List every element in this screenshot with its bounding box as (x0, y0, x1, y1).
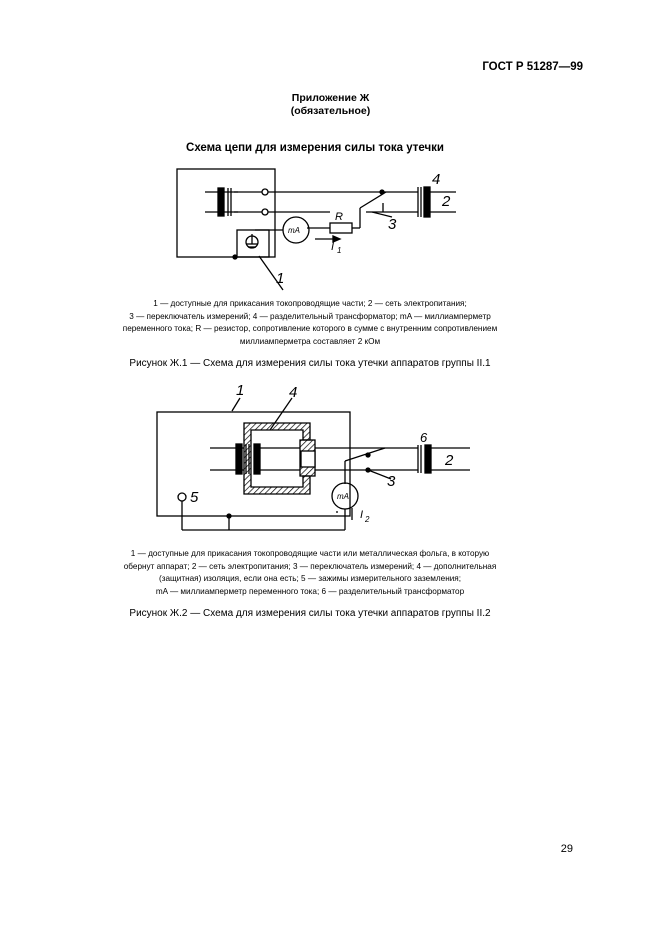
fig2-legend-line: 1 — доступные для прикасания токопроводящие части или металлическая фольга, в которую (130, 549, 490, 558)
fig2-label-4: 4 (289, 384, 298, 401)
figure-1-caption: Рисунок Ж.1 — Схема для измерения силы тока утечки аппаратов группы II.1 (129, 358, 491, 369)
fig1-label-I: I (331, 241, 335, 253)
fig2-label-6: 6 (420, 430, 428, 445)
fig2-label-3: 3 (387, 473, 396, 490)
fig1-label-1: 1 (276, 270, 285, 287)
fig2-label-5: 5 (190, 489, 199, 506)
annex-title: Приложение Ж (291, 92, 370, 104)
fig2-label-2: 2 (445, 452, 454, 469)
fig2-label-1: 1 (236, 382, 245, 399)
standard-code: ГОСТ Р 51287—99 (482, 61, 583, 73)
isolating-transformer (424, 187, 430, 217)
fig1-legend-line: 3 — переключатель измерений; 4 — разделительный трансформатор; mA — миллиамперметр (129, 311, 491, 321)
fig2-legend-line: обернут аппарат; 2 — сеть электропитания; 3 — переключатель измерений; 4 — дополнительная (123, 561, 497, 571)
fig2-label-I: I (360, 509, 364, 521)
fig1-label-R: R (335, 211, 343, 223)
measurement-switch (360, 192, 386, 208)
figure-1-legend (95, 298, 525, 348)
annex-status: (обязательное) (290, 105, 371, 117)
fig2-label-mA: mA (337, 492, 349, 501)
isolating-transformer-2 (425, 445, 431, 473)
internal-transformer-core (218, 188, 224, 216)
fig2-legend-line: (защитная) изоляция, если она есть; 5 — зажимы измерительного заземления; (158, 574, 462, 584)
fig1-label-mA: mA (288, 226, 300, 235)
figure-2-legend (95, 548, 525, 598)
fig1-label-2: 2 (442, 193, 451, 210)
terminal-top (262, 189, 268, 195)
earth-clamp (178, 493, 186, 501)
fig1-legend-line: переменного тока; R — резистор, сопротивление которого в сумме с внутренним сопротивлением (122, 324, 498, 334)
apparatus-box (177, 169, 275, 257)
fig1-label-3: 3 (388, 216, 397, 233)
fig2-label-I-sub: 2 (365, 515, 370, 524)
fig2-legend-line: mA — миллиамперметр переменного тока; 6 — разделительный трансформатор (155, 586, 465, 596)
figure-2-caption: Рисунок Ж.2 — Схема для измерения силы тока утечки аппаратов группы II.2 (129, 608, 491, 619)
section-title: Схема цепи для измерения силы тока утечки (186, 142, 444, 154)
fig1-legend-line: 1 — доступные для прикасания токопроводящие части; 2 — сеть электропитания; (153, 299, 467, 308)
page-number: 29 (560, 843, 573, 855)
terminal-bottom (262, 209, 268, 215)
fig1-label-4: 4 (432, 171, 441, 188)
resistor (330, 223, 352, 233)
fig1-label-I-sub: 1 (337, 246, 342, 255)
fig1-legend-line: миллиамперметра составляет 2 кОм (239, 336, 381, 346)
